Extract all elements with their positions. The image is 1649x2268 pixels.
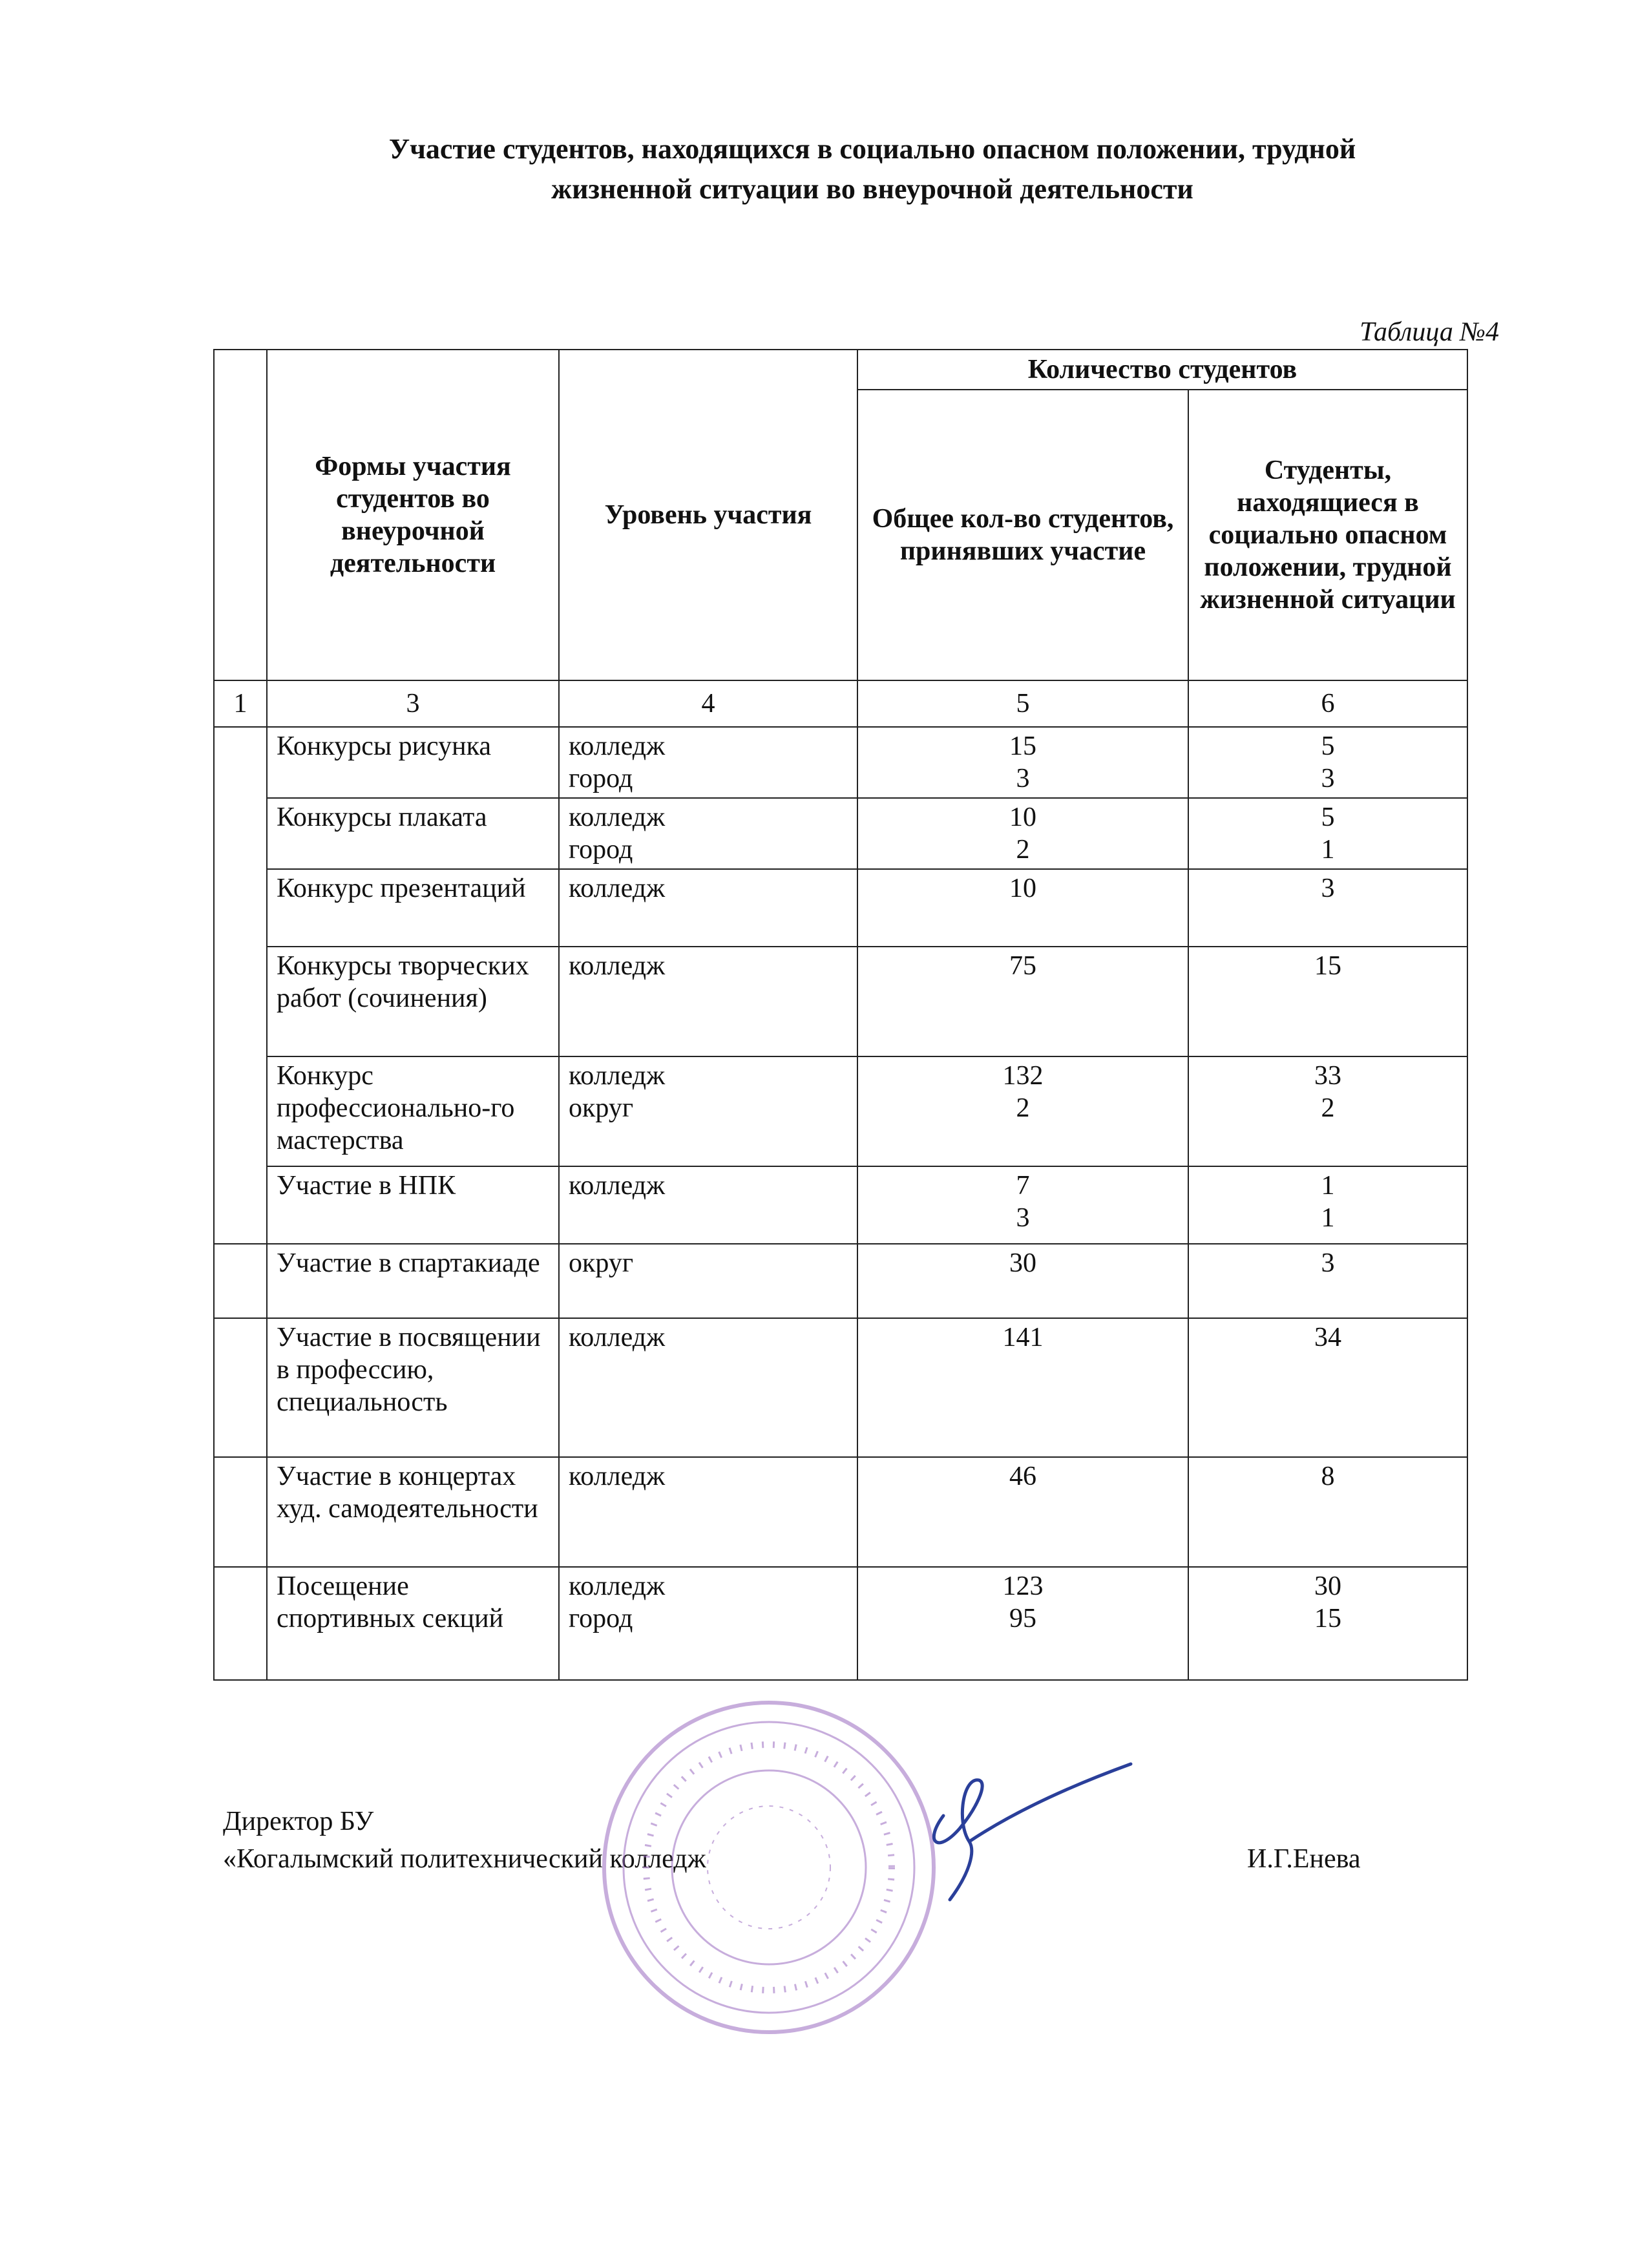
at_risk-value: 15 xyxy=(1314,951,1341,981)
level-cell xyxy=(559,1056,857,1166)
level-cell xyxy=(559,869,857,947)
at_risk-value: 30 xyxy=(1314,1571,1341,1601)
table-row xyxy=(214,798,1467,869)
row-index-cell xyxy=(214,727,267,798)
at_risk-cell xyxy=(1188,1567,1467,1680)
header-total: Общее кол-во студентов, принявших участие xyxy=(857,390,1188,680)
total-cell xyxy=(857,1318,1188,1457)
column-number: 6 xyxy=(1188,680,1467,727)
table-row xyxy=(214,1457,1467,1567)
document-title xyxy=(194,129,1551,209)
at_risk-cell xyxy=(1188,1056,1467,1166)
at_risk-value: 3 xyxy=(1321,764,1335,793)
participation-table xyxy=(213,349,1468,1681)
table-row xyxy=(214,947,1467,1056)
total-cell xyxy=(857,1567,1188,1680)
level-value: город xyxy=(569,1604,633,1633)
row-index-cell xyxy=(214,1567,267,1680)
row-index-cell xyxy=(214,1244,267,1318)
column-number: 3 xyxy=(267,680,559,727)
table-caption: Таблица №4 xyxy=(1360,317,1499,347)
total-value: 141 xyxy=(1002,1323,1044,1352)
level-value: колледж xyxy=(569,803,666,832)
form-cell: Конкурс профессионально-го мастерства xyxy=(267,1056,559,1166)
form-cell: Участие в посвящении в профессию, специальность xyxy=(267,1318,559,1457)
title-line-2: жизненной ситуации во внеурочной деятельности xyxy=(551,173,1193,205)
row-index-cell xyxy=(214,1056,267,1166)
table-row xyxy=(214,1244,1467,1318)
total-value: 15 xyxy=(1009,731,1036,761)
at_risk-cell xyxy=(1188,869,1467,947)
level-value: колледж xyxy=(569,731,666,761)
level-value: колледж xyxy=(569,951,666,981)
total-value: 10 xyxy=(1009,874,1036,903)
at_risk-cell xyxy=(1188,947,1467,1056)
level-value: колледж xyxy=(569,1061,666,1091)
signatory-name: И.Г.Енева xyxy=(1247,1844,1361,1874)
at_risk-value: 5 xyxy=(1321,731,1335,761)
total-value: 46 xyxy=(1009,1462,1036,1491)
total-value: 75 xyxy=(1009,951,1036,981)
at_risk-value: 1 xyxy=(1321,1203,1335,1233)
total-value: 3 xyxy=(1016,1203,1030,1233)
total-cell xyxy=(857,1166,1188,1244)
at_risk-value: 33 xyxy=(1314,1061,1341,1091)
at_risk-value: 8 xyxy=(1321,1462,1335,1491)
header-at-risk: Студенты, находящиеся в социально опасном положении, трудной жизненной ситуации xyxy=(1188,390,1467,680)
level-cell xyxy=(559,727,857,798)
table-body xyxy=(214,680,1467,1680)
total-value: 2 xyxy=(1016,835,1030,865)
total-value: 3 xyxy=(1016,764,1030,793)
total-value: 2 xyxy=(1016,1093,1030,1123)
table-row xyxy=(214,1056,1467,1166)
form-cell: Участие в НПК xyxy=(267,1166,559,1244)
table-row xyxy=(214,869,1467,947)
level-cell xyxy=(559,947,857,1056)
level-cell xyxy=(559,1457,857,1567)
column-number: 1 xyxy=(214,680,267,727)
form-cell: Конкурс презентаций xyxy=(267,869,559,947)
total-value: 30 xyxy=(1009,1248,1036,1278)
at_risk-value: 3 xyxy=(1321,1248,1335,1278)
column-number: 4 xyxy=(559,680,857,727)
at_risk-value: 5 xyxy=(1321,803,1335,832)
row-index-cell xyxy=(214,798,267,869)
total-cell xyxy=(857,869,1188,947)
level-value: город xyxy=(569,764,633,793)
at_risk-cell xyxy=(1188,1457,1467,1567)
level-value: колледж xyxy=(569,1323,666,1352)
level-value: колледж xyxy=(569,874,666,903)
form-cell: Участие в концертах худ. самодеятельности xyxy=(267,1457,559,1567)
total-value: 10 xyxy=(1009,803,1036,832)
at_risk-cell xyxy=(1188,1318,1467,1457)
table-row xyxy=(214,1166,1467,1244)
column-number: 5 xyxy=(857,680,1188,727)
at_risk-value: 34 xyxy=(1314,1323,1341,1352)
at_risk-value: 2 xyxy=(1321,1093,1335,1123)
total-cell xyxy=(857,947,1188,1056)
column-number-row xyxy=(214,680,1467,727)
form-cell: Конкурсы плаката xyxy=(267,798,559,869)
position-line-2: «Когалымский политехнический колледж xyxy=(223,1844,706,1874)
at_risk-cell xyxy=(1188,1166,1467,1244)
level-value: колледж xyxy=(569,1571,666,1601)
level-value: колледж xyxy=(569,1171,666,1201)
level-value: округ xyxy=(569,1093,634,1123)
level-cell xyxy=(559,798,857,869)
row-index-cell xyxy=(214,869,267,947)
header-level: Уровень участия xyxy=(559,350,857,680)
seal-stamp xyxy=(594,1693,943,2042)
level-cell xyxy=(559,1244,857,1318)
form-cell: Участие в спартакиаде xyxy=(267,1244,559,1318)
row-index-cell xyxy=(214,947,267,1056)
position-line-1: Директор БУ xyxy=(223,1807,374,1836)
total-cell xyxy=(857,727,1188,798)
level-cell xyxy=(559,1166,857,1244)
at_risk-value: 1 xyxy=(1321,1171,1335,1201)
level-value: округ xyxy=(569,1248,634,1278)
table-row xyxy=(214,727,1467,798)
form-cell: Посещение спортивных секций xyxy=(267,1567,559,1680)
level-cell xyxy=(559,1318,857,1457)
row-index-cell xyxy=(214,1457,267,1567)
table-row xyxy=(214,1318,1467,1457)
total-cell xyxy=(857,1244,1188,1318)
at_risk-cell xyxy=(1188,798,1467,869)
header-forms: Формы участия студентов во внеурочной деятельности xyxy=(267,350,559,680)
form-cell: Конкурсы рисунка xyxy=(267,727,559,798)
title-line-1: Участие студентов, находящихся в социально опасном положении, трудной xyxy=(388,133,1356,165)
at_risk-value: 15 xyxy=(1314,1604,1341,1633)
level-value: колледж xyxy=(569,1462,666,1491)
header-index xyxy=(214,350,267,680)
total-cell xyxy=(857,798,1188,869)
at_risk-cell xyxy=(1188,1244,1467,1318)
level-value: город xyxy=(569,835,633,865)
total-cell xyxy=(857,1457,1188,1567)
row-index-cell xyxy=(214,1318,267,1457)
total-value: 123 xyxy=(1002,1571,1044,1601)
level-cell xyxy=(559,1567,857,1680)
total-value: 7 xyxy=(1016,1171,1030,1201)
header-count-group: Количество студентов xyxy=(857,350,1467,390)
at_risk-value: 3 xyxy=(1321,874,1335,903)
total-value: 132 xyxy=(1002,1061,1044,1091)
total-value: 95 xyxy=(1009,1604,1036,1633)
row-index-cell xyxy=(214,1166,267,1244)
form-cell: Конкурсы творческих работ (сочинения) xyxy=(267,947,559,1056)
at_risk-cell xyxy=(1188,727,1467,798)
table-row xyxy=(214,1567,1467,1680)
at_risk-value: 1 xyxy=(1321,835,1335,865)
total-cell xyxy=(857,1056,1188,1166)
signature-mark xyxy=(898,1745,1144,1913)
